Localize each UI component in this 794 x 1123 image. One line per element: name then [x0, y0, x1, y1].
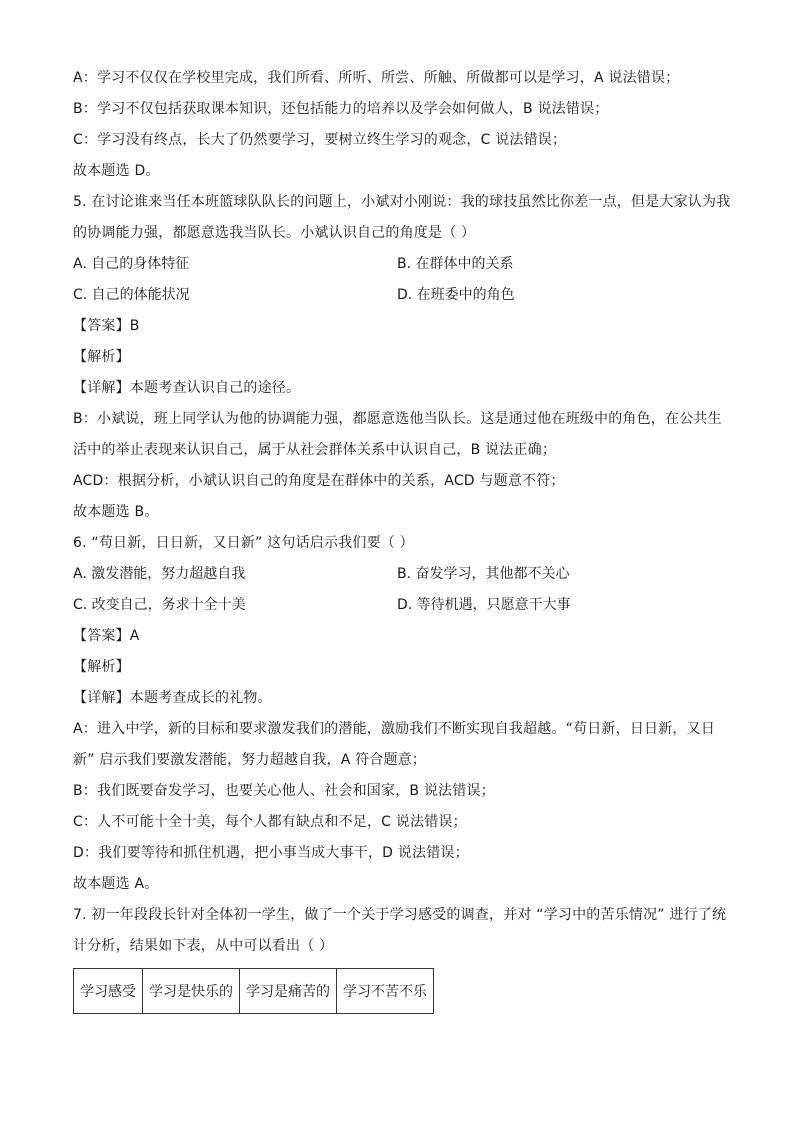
detail-line: 活中的举止表现来认识自己，属于从社会群体关系中认识自己，B 说法正确； — [73, 442, 557, 458]
option-row — [73, 559, 733, 590]
detail-line: 新” 启示我们要激发潜能，努力超越自我，A 符合题意； — [73, 752, 427, 768]
document-page — [73, 63, 733, 1014]
option-row — [73, 590, 733, 621]
question-6 — [73, 528, 733, 900]
detail-line: D：我们要等待和抓住机遇，把小事当成大事干，D 说法错误； — [73, 845, 469, 861]
question-stem: 6. “苟日新，日日新，又日新” 这句话启示我们要（ ） — [73, 535, 414, 551]
option-a: A. 激发潜能，努力超越自我 — [73, 566, 246, 582]
detail-line: 故本题选 A。 — [73, 876, 159, 892]
detail-line: A：进入中学，新的目标和要求激发我们的潜能，激励我们不断实现自我超越。“苟日新，日日新，又日 — [73, 721, 716, 737]
question-stem: 5. 在讨论谁来当任本班篮球队队长的问题上，小斌对小刚说：我的球技虽然比你差一点，但是大家认为我 — [73, 194, 731, 210]
table-header-cell: 学习是快乐的 — [143, 969, 240, 1014]
detail-line: C：人不可能十全十美，每个人都有缺点和不足，C 说法错误； — [73, 814, 467, 830]
detail-line: B：小斌说，班上同学认为他的协调能力强，都愿意选他当队长。这是通过他在班级中的角色，在公共生 — [73, 411, 722, 427]
option-c: C. 自己的体能状况 — [73, 287, 190, 303]
question-5 — [73, 187, 733, 528]
answer-label: 【答案】A — [73, 628, 140, 644]
option-a: A. 自己的身体特征 — [73, 256, 190, 272]
question-stem: 计分析，结果如下表，从中可以看出（ ） — [73, 938, 334, 954]
analysis-label: 【解析】 — [73, 349, 130, 365]
option-b: B. 奋发学习，其他都不关心 — [397, 566, 570, 582]
detail-line: B：我们既要奋发学习，也要关心他人、社会和国家，B 说法错误； — [73, 783, 495, 799]
option-b: B. 在群体中的关系 — [397, 256, 514, 272]
option-row — [73, 280, 733, 311]
analysis-label: 【解析】 — [73, 659, 130, 675]
question-stem: 7. 初一年段段长针对全体初一学生，做了一个关于学习感受的调查，并对 “学习中的苦乐情况” 进行了统 — [73, 907, 727, 923]
table-header-row — [74, 969, 434, 1014]
text-line: A：学习不仅仅在学校里完成，我们所看、所听、所尝、所触、所做都可以是学习，A 说法错误； — [73, 70, 680, 86]
survey-table — [73, 968, 434, 1014]
detail-line: 【详解】本题考查认识自己的途径。 — [73, 380, 301, 396]
option-d: D. 等待机遇，只愿意干大事 — [397, 597, 571, 613]
text-line: C：学习没有终点，长大了仍然要学习，要树立终生学习的观念，C 说法错误； — [73, 132, 567, 148]
text-line: B：学习不仅包括获取课本知识，还包括能力的培养以及学会如何做人，B 说法错误； — [73, 101, 609, 117]
table-header-cell: 学习不苦不乐 — [337, 969, 434, 1014]
table-header-cell: 学习感受 — [74, 969, 143, 1014]
option-row — [73, 249, 733, 280]
text-line: 故本题选 D。 — [73, 163, 160, 179]
detail-line: 【详解】本题考查成长的礼物。 — [73, 690, 272, 706]
detail-line: ACD：根据分析，小斌认识自己的角度是在群体中的关系，ACD 与题意不符； — [73, 473, 565, 489]
question-stem: 的协调能力强，都愿意选我当队长。小斌认识自己的角度是（ ） — [73, 225, 476, 241]
previous-question-analysis — [73, 63, 733, 187]
table-header-cell: 学习是痛苦的 — [240, 969, 337, 1014]
answer-label: 【答案】B — [73, 318, 140, 334]
detail-line: 故本题选 B。 — [73, 504, 159, 520]
option-d: D. 在班委中的角色 — [397, 287, 515, 303]
question-7 — [73, 900, 733, 1014]
option-c: C. 改变自己，务求十全十美 — [73, 597, 246, 613]
